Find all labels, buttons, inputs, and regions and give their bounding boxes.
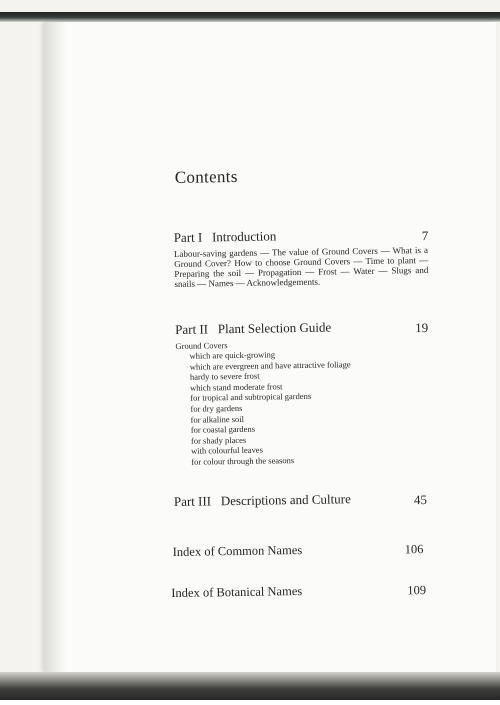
index-common-page-number: 106 <box>404 542 424 557</box>
part-2-page-number: 19 <box>415 319 429 336</box>
index-botanical-title: Index of Botanical Names <box>171 583 303 601</box>
part-3-title: Descriptions and Culture <box>220 491 351 509</box>
part-1-page-number: 7 <box>421 227 429 244</box>
part-2-label: Part II <box>175 321 209 337</box>
page-title: Contents <box>174 166 238 187</box>
part-1-label: Part I <box>173 229 203 245</box>
part-2-heading <box>175 318 435 338</box>
index-botanical-page-number: 109 <box>407 583 427 598</box>
part-2-lead: Ground Covers <box>175 340 228 351</box>
list-item: for tropical and subtropical gardens <box>190 391 312 404</box>
part-3-heading <box>174 490 434 510</box>
part-1-heading <box>174 226 428 246</box>
part-1-description: Labour-saving gardens — The value of Ground Covers — What is a Ground Cover? How to choose Ground Covers — Time to plant — Preparing the soil — Propagation — Frost — Water — Slugs and snails — Names — Acknowledgements. <box>173 244 429 289</box>
list-item: for shady places <box>190 434 247 446</box>
index-common-entry <box>172 542 424 560</box>
index-common-title: Index of Common Names <box>172 542 303 560</box>
list-item: with colourful leaves <box>191 444 263 457</box>
list-item: for alkaline soil <box>190 413 245 425</box>
part-3-section <box>174 490 434 510</box>
part-3-label: Part III <box>173 493 212 509</box>
part-1-title: Introduction <box>211 228 277 245</box>
part-2-title: Plant Selection Guide <box>217 319 332 337</box>
part-1-section <box>174 226 429 289</box>
index-botanical-entry <box>171 583 427 601</box>
list-item: which are evergreen and have attractive foliage <box>189 358 351 372</box>
list-item: for dry gardens <box>190 402 243 414</box>
list-item: which are quick-growing <box>189 349 276 361</box>
list-item: for coastal gardens <box>190 423 256 435</box>
list-item: which stand moderate frost <box>190 381 283 393</box>
part-2-list <box>176 347 438 468</box>
part-2-section <box>175 318 437 468</box>
list-item: hardy to severe frost <box>189 370 260 382</box>
list-item: for colour through the seasons <box>191 455 295 467</box>
part-3-page-number: 45 <box>413 492 428 508</box>
